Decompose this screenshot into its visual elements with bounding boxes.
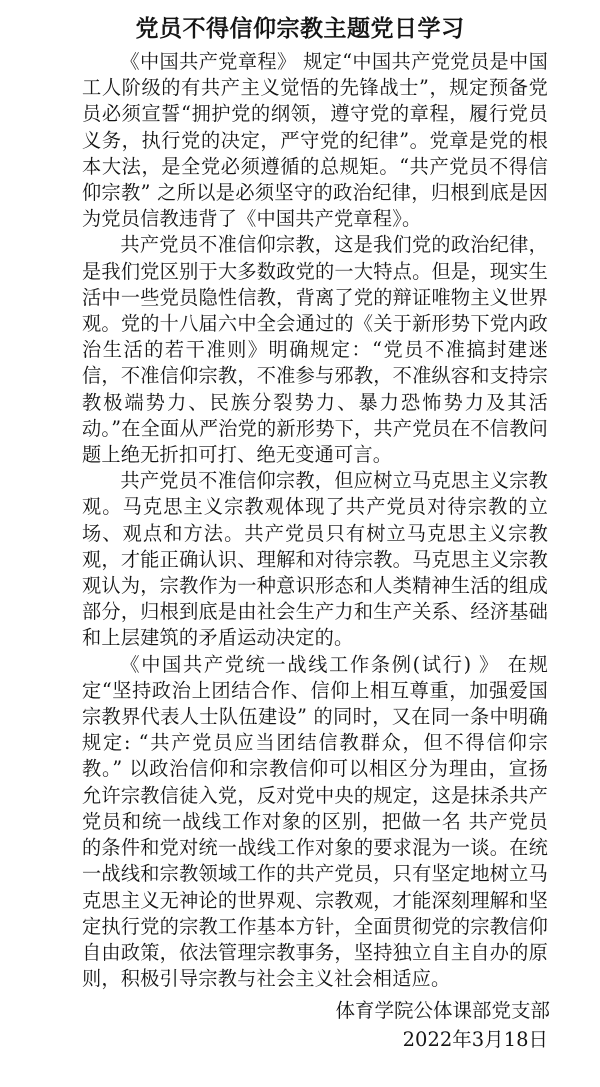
paragraph-3: 共产党员不准信仰宗教，但应树立马克思主义宗教观。马克思主义宗教观体现了共产党员对待宗教的立场、观点和方法。共产党员只有树立马克思主义宗教观，才能正确认识、理解和对待宗教。马克思主义宗教观认为，宗教作为一种意识形态和人类精神生活的组成部分，归根到底是由社会生产力和生产关系、经济基础和上层建筑的矛盾运动决定的。	[82, 469, 548, 650]
signature-organization: 体育学院公体课部党支部	[335, 999, 550, 1022]
document-body	[82, 49, 548, 992]
paragraph-1: 《中国共产党章程》 规定“中国共产党党员是中国工人阶级的有共产主义觉悟的先锋战士”，规定预备党员必须宣誓“拥护党的纲领，遵守党的章程，履行党员义务，执行党的决定，严守党的纪律”。党章是党的根本大法，是全党必须遵循的总规矩。“共产党员不得信仰宗教” 之所以是必须坚守的政治纪律，归根到底是因为党员信教违背了《中国共产党章程》。	[82, 50, 548, 231]
paragraph-2: 共产党员不准信仰宗教，这是我们党的政治纪律，是我们党区别于大多数政党的一大特点。但是，现实生活中一些党员隐性信教，背离了党的辩证唯物主义世界观。党的十八届六中全会通过的《关于新形势下党内政治生活的若干准则》明确规定：“党员不准搞封建迷信，不准信仰宗教，不准参与邪教，不准纵容和支持宗教极端势力、民族分裂势力、暴力恐怖势力及其活动。”在全面从严治党的新形势下，共产党员在不信教问题上绝无折扣可打、绝无变通可言。	[82, 233, 548, 467]
signature-date: 2022年3月18日	[402, 1028, 548, 1051]
paragraph-4: 《中国共产党统一战线工作条例(试行) 》 在规定“坚持政治上团结合作、信仰上相互尊重，加强爱国宗教界代表人士队伍建设” 的同时，又在同一条中明确规定: “共产党员应当团结信教群众，但不得信仰宗教。” 以政治信仰和宗教信仰可以相区分为理由，宣扬允许宗教信徒入党，反对党中央的规定，这是抹杀共产党员和统一战线工作对象的区别，把做一名 共产党员的条件和党对统一战线工作对象的要求混为一谈。在统一战线和宗教领域工作的共产党员，只有坚定地树立马克思主义无神论的世界观、宗教观，才能深刻理解和坚定执行党的宗教工作基本方针，全面贯彻党的宗教信仰自由政策，依法管理宗教事务，坚持独立自主自办的原则，积极引导宗教与社会主义社会相适应。	[82, 652, 548, 991]
document-title: 党员不得信仰宗教主题党日学习	[135, 16, 465, 42]
